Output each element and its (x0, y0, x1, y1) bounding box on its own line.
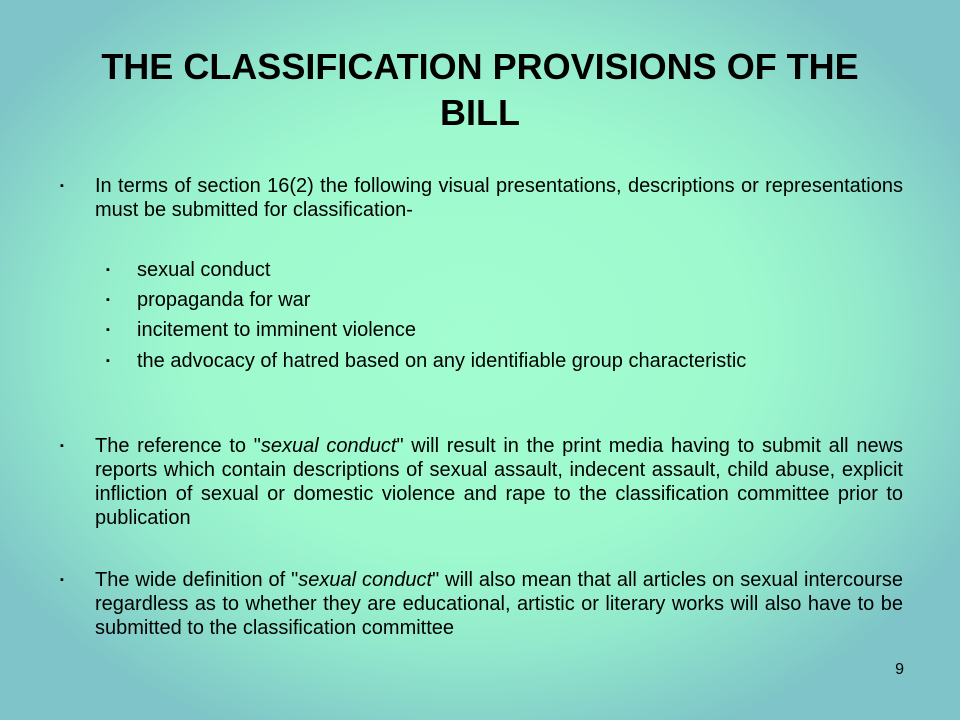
para3-text-start: The wide definition of " (95, 569, 299, 591)
bullet-icon: ▪ (60, 180, 64, 192)
bullet-icon: ▪ (106, 294, 110, 306)
para2-text-end: " will result in the print media having to submit all news reports which contain descriptions of sexual assault, indecent assault, child abuse, explicit infliction of sexual or domestic violence and rape to the classification committee prior to publication (95, 435, 904, 529)
intro-paragraph: In terms of section 16(2) the following visual presentations, descriptions or representations must be submitted for classification- (95, 175, 903, 221)
bullet-icon: ▪ (60, 440, 64, 452)
para3-emphasis: sexual conduct (298, 569, 433, 591)
para2-emphasis: sexual conduct (260, 435, 397, 457)
slide-title: THE CLASSIFICATION PROVISIONS OF THE BILL (101, 46, 859, 133)
sub-item-propaganda: propaganda for war (137, 289, 311, 311)
page-number: 9 (895, 661, 904, 678)
bullet-icon: ▪ (106, 355, 110, 367)
bullet-icon: ▪ (106, 264, 110, 276)
sub-item-incitement: incitement to imminent violence (137, 319, 417, 341)
wide-definition-paragraph (95, 568, 903, 640)
sexual-conduct-reference-paragraph (95, 434, 903, 530)
sub-item-advocacy-of-hatred: the advocacy of hatred based on any identifiable group characteristic (137, 350, 747, 372)
para3-text-end: " will also mean that all articles on sexual intercourse regardless as to whether they are educational, artistic or literary works will also have to be submitted to the classification committee (95, 569, 903, 639)
para2-text-start: The reference to " (95, 435, 261, 457)
bullet-icon: ▪ (106, 324, 110, 336)
bullet-icon: ▪ (60, 574, 64, 586)
sub-item-sexual-conduct: sexual conduct (137, 259, 271, 281)
